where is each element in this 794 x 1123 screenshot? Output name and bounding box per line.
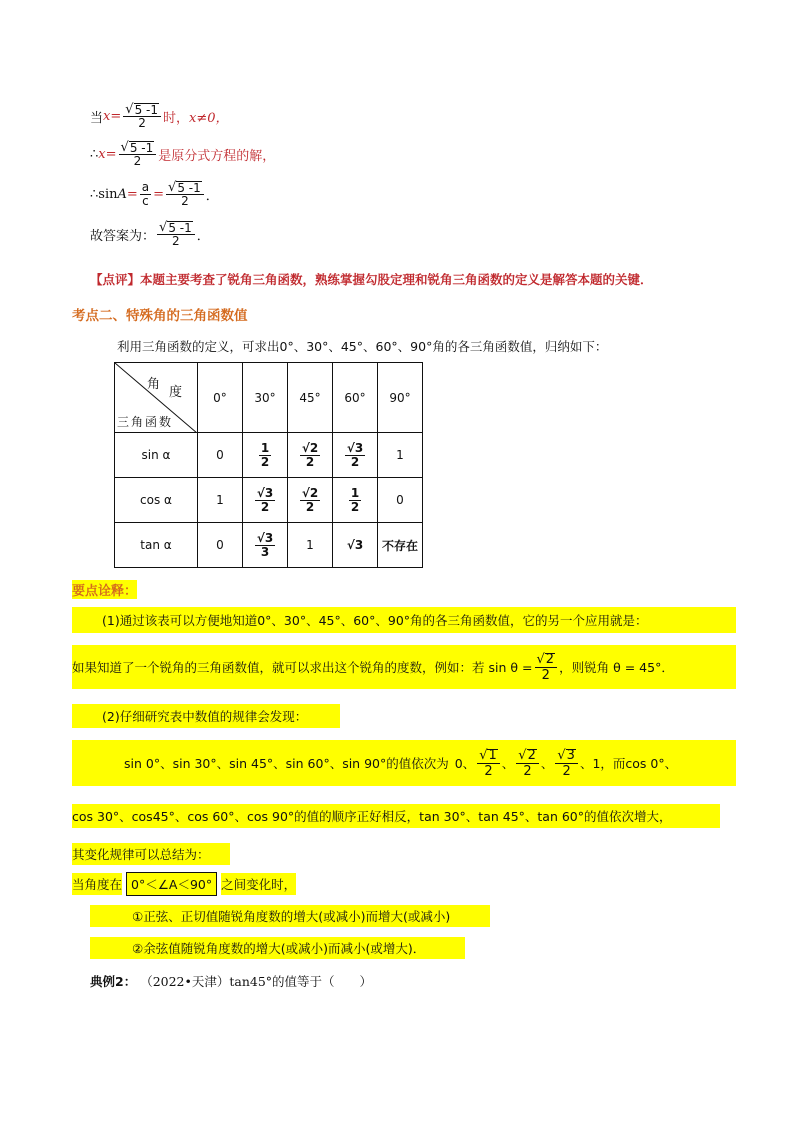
note-text: ，则锐角 <box>559 660 610 675</box>
note-p1b <box>72 645 736 689</box>
note-p5 <box>72 843 230 865</box>
sqrt-icon: √ 5 -1 <box>125 102 158 117</box>
text: 故答案为： <box>90 229 156 244</box>
sin-theta: sin θ = <box>488 659 533 675</box>
table-cell: 0 <box>198 433 243 478</box>
note-text: (1)通过该表可以方便地知道0°、30°、45°、60°、90°角的各三角函数值，它的另一个应用就是： <box>102 613 648 628</box>
condition: x≠0， <box>189 111 229 126</box>
note-text: (2)仔细研究表中数值的规律会发现： <box>102 709 308 724</box>
table-cell: 1 <box>288 523 333 568</box>
solution-line-2 <box>90 141 275 168</box>
table-cell: 1 <box>378 433 423 478</box>
note-p2 <box>72 704 340 728</box>
angle-range: 0°＜∠A＜90° <box>126 872 217 896</box>
equals: = <box>126 187 138 202</box>
table-cell: $\frac{√2}{2}$ <box>288 478 333 523</box>
table-cell: $\frac{√3}{2}$ <box>333 433 378 478</box>
table-cell: $\frac{√3}{3}$ <box>243 523 288 568</box>
note-text: 当角度在 <box>72 873 122 895</box>
fraction-a-over-c: $\frac{a}{c}$ <box>141 180 150 208</box>
therefore-icon: ∴ <box>90 147 99 162</box>
angle-header: 45° <box>288 363 333 433</box>
comment-tag: 【点评】 <box>90 272 141 287</box>
note-p3 <box>72 740 736 786</box>
fraction: √ 5 -1 2 <box>119 141 157 168</box>
text: 时， <box>162 111 189 126</box>
sqrt-icon: √ 5 -1 <box>120 140 154 155</box>
solution-line-3 <box>90 181 219 208</box>
value: 0、 <box>454 756 476 771</box>
angle-header: 0° <box>198 363 243 433</box>
note-text: cos 30°、cos45°、cos 60°、cos 90°的值的顺序正好相反，tan 30°、tan 45°、tan 60°的值依次增大， <box>72 809 672 824</box>
notes-title: 要点诠释： <box>72 580 137 599</box>
note-text: ①正弦、正切值随锐角度数的增大(或减小)而增大(或减小) <box>132 909 451 924</box>
fraction: √ 5 -1 2 <box>123 103 161 130</box>
note-text: 其变化规律可以总结为： <box>72 847 210 862</box>
equals: = <box>110 109 122 124</box>
separator: 、 <box>540 756 554 771</box>
equals: = <box>105 147 117 162</box>
note-text: ②余弦值随锐角度数的增大(或减小)而减小(或增大)． <box>132 941 426 956</box>
fraction: √ 5 -1 2 <box>166 181 204 208</box>
sqrt-icon: √ 5 -1 <box>168 180 201 195</box>
table-cell: 0 <box>198 523 243 568</box>
period: ． <box>661 660 674 675</box>
table-cell: 1 <box>198 478 243 523</box>
table-cell: 不存在 <box>378 523 423 568</box>
fraction: √ 1 2 <box>477 748 500 779</box>
note-p4 <box>72 804 720 828</box>
example-label: 典例2： <box>90 974 137 989</box>
note-text: ，而cos 0°、 <box>600 756 678 771</box>
result: θ = 45° <box>613 659 662 675</box>
section-title: 考点二、特殊角的三角函数值 <box>72 308 248 324</box>
text: ． <box>196 229 210 244</box>
text: ∴sin <box>90 187 118 202</box>
trig-value-table <box>114 362 423 568</box>
fraction: √ 2 2 <box>535 652 558 683</box>
header-diagonal-cell <box>115 363 198 433</box>
equals: = <box>153 187 165 202</box>
row-label: cos α <box>115 478 198 523</box>
text: ． <box>205 189 219 204</box>
fraction: √ 2 2 <box>516 748 539 779</box>
separator: 、 <box>501 756 515 771</box>
comment-line <box>90 270 653 288</box>
header-func: 三角函数 <box>117 415 174 429</box>
header-angle: 角 <box>147 377 161 392</box>
solution-line-1 <box>90 103 229 130</box>
row-label: tan α <box>115 523 198 568</box>
table-cell: $\frac{1}{2}$ <box>243 433 288 478</box>
example-line <box>90 972 372 990</box>
note-p6 <box>72 873 296 895</box>
fraction: √ 3 2 <box>555 748 578 779</box>
angle-header: 30° <box>243 363 288 433</box>
sqrt-icon: √ 5 -1 <box>159 220 192 235</box>
intro-text: 利用三角函数的定义，可求出0°、30°、45°、60°、90°角的各三角函数值，归纳如下： <box>117 339 608 354</box>
header-degree: 度 <box>169 385 183 400</box>
text: 当 <box>90 111 104 126</box>
table-cell: 0 <box>378 478 423 523</box>
angle-header: 90° <box>378 363 423 433</box>
variable: A <box>117 187 127 202</box>
note-p1a <box>72 607 736 633</box>
variable: x <box>98 147 106 162</box>
fraction: √ 5 -1 2 <box>157 221 195 248</box>
angle-header: 60° <box>333 363 378 433</box>
answer-line <box>90 221 210 248</box>
value: 、1 <box>579 756 601 771</box>
note-text: 之间变化时， <box>221 873 296 895</box>
variable: x <box>103 109 111 124</box>
example-text: （2022•天津）tan45°的值等于（ ） <box>140 974 373 989</box>
table-cell: $\frac{1}{2}$ <box>333 478 378 523</box>
note-text: sin 0°、sin 30°、sin 45°、sin 60°、sin 90°的值依次为 <box>124 756 449 771</box>
row-label: sin α <box>115 433 198 478</box>
table-cell: √3 <box>333 523 378 568</box>
comment-text: 本题主要考查了锐角三角函数，熟练掌握勾股定理和锐角三角函数的定义是解答本题的关键． <box>140 272 653 287</box>
note-text: 如果知道了一个锐角的三角函数值，就可以求出这个锐角的度数，例如：若 <box>72 660 485 675</box>
note-p8 <box>90 937 465 959</box>
table-cell: $\frac{√3}{2}$ <box>243 478 288 523</box>
note-p7 <box>90 905 490 927</box>
text: 是原分式方程的解， <box>158 149 276 164</box>
table-cell: $\frac{√2}{2}$ <box>288 433 333 478</box>
